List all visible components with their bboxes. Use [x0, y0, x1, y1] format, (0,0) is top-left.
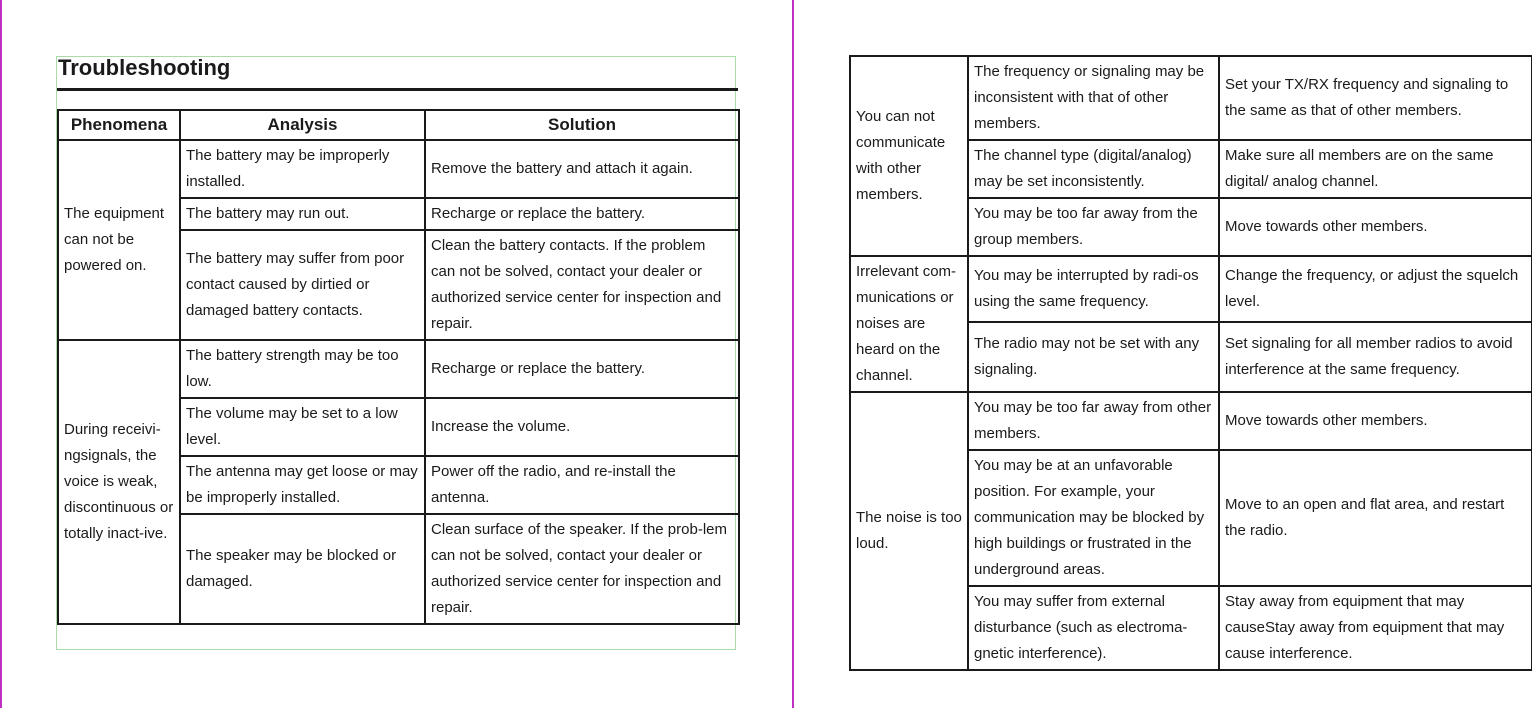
analysis-cell: The battery may be improperly installed. — [180, 140, 425, 198]
phenomena-cell: During receivi-ngsignals, the voice is weak, discontinuous or totally inact-ive. — [58, 340, 180, 624]
solution-cell: Clean surface of the speaker. If the prob-lem can not be solved, contact your dealer or authorized service center for inspection and repair. — [425, 514, 739, 624]
solution-cell: Recharge or replace the battery. — [425, 198, 739, 230]
analysis-cell: You may suffer from external disturbance (such as electroma-gnetic interference). — [968, 586, 1219, 670]
table-row — [850, 392, 1532, 450]
solution-cell: Set your TX/RX frequency and signaling to the same as that of other members. — [1219, 56, 1532, 140]
solution-cell: Clean the battery contacts. If the problem can not be solved, contact your dealer or authorized service center for inspection and repair. — [425, 230, 739, 340]
page-edge-left — [0, 0, 2, 708]
solution-cell: Set signaling for all member radios to avoid interference at the same frequency. — [1219, 322, 1532, 392]
header-phenomena: Phenomena — [58, 110, 180, 140]
table-row — [850, 256, 1532, 322]
solution-cell: Make sure all members are on the same digital/ analog channel. — [1219, 140, 1532, 198]
solution-cell: Move towards other members. — [1219, 392, 1532, 450]
table-row — [58, 140, 739, 198]
phenomena-cell: You can not communicate with other members. — [850, 56, 968, 256]
title-rule — [57, 88, 738, 91]
solution-cell: Recharge or replace the battery. — [425, 340, 739, 398]
page-divider — [792, 0, 794, 708]
troubleshooting-table-left — [57, 109, 740, 625]
analysis-cell: The channel type (digital/analog) may be set inconsistently. — [968, 140, 1219, 198]
troubleshooting-table-right — [849, 55, 1532, 671]
analysis-cell: The battery may run out. — [180, 198, 425, 230]
table-row — [850, 56, 1532, 140]
solution-cell: Stay away from equipment that may causeStay away from equipment that may cause interference. — [1219, 586, 1532, 670]
solution-cell: Power off the radio, and re-install the antenna. — [425, 456, 739, 514]
table-row — [58, 340, 739, 398]
analysis-cell: The battery strength may be too low. — [180, 340, 425, 398]
analysis-cell: You may be too far away from other members. — [968, 392, 1219, 450]
phenomena-cell: Irrelevant com-munications or noises are heard on the channel. — [850, 256, 968, 392]
solution-cell: Move towards other members. — [1219, 198, 1532, 256]
analysis-cell: You may be interrupted by radi-os using the same frequency. — [968, 256, 1219, 322]
solution-cell: Remove the battery and attach it again. — [425, 140, 739, 198]
solution-cell: Move to an open and flat area, and restart the radio. — [1219, 450, 1532, 586]
analysis-cell: The volume may be set to a low level. — [180, 398, 425, 456]
phenomena-cell: The equipment can not be powered on. — [58, 140, 180, 340]
analysis-cell: The antenna may get loose or may be improperly installed. — [180, 456, 425, 514]
header-analysis: Analysis — [180, 110, 425, 140]
analysis-cell: The speaker may be blocked or damaged. — [180, 514, 425, 624]
analysis-cell: The battery may suffer from poor contact caused by dirtied or damaged battery contacts. — [180, 230, 425, 340]
phenomena-cell: The noise is too loud. — [850, 392, 968, 670]
solution-cell: Change the frequency, or adjust the squelch level. — [1219, 256, 1532, 322]
analysis-cell: The radio may not be set with any signaling. — [968, 322, 1219, 392]
analysis-cell: The frequency or signaling may be inconsistent with that of other members. — [968, 56, 1219, 140]
page-title: Troubleshooting — [58, 55, 231, 80]
analysis-cell: You may be at an unfavorable position. For example, your communication may be blocked by high buildings or frustrated in the underground areas. — [968, 450, 1219, 586]
header-solution: Solution — [425, 110, 739, 140]
solution-cell: Increase the volume. — [425, 398, 739, 456]
analysis-cell: You may be too far away from the group members. — [968, 198, 1219, 256]
